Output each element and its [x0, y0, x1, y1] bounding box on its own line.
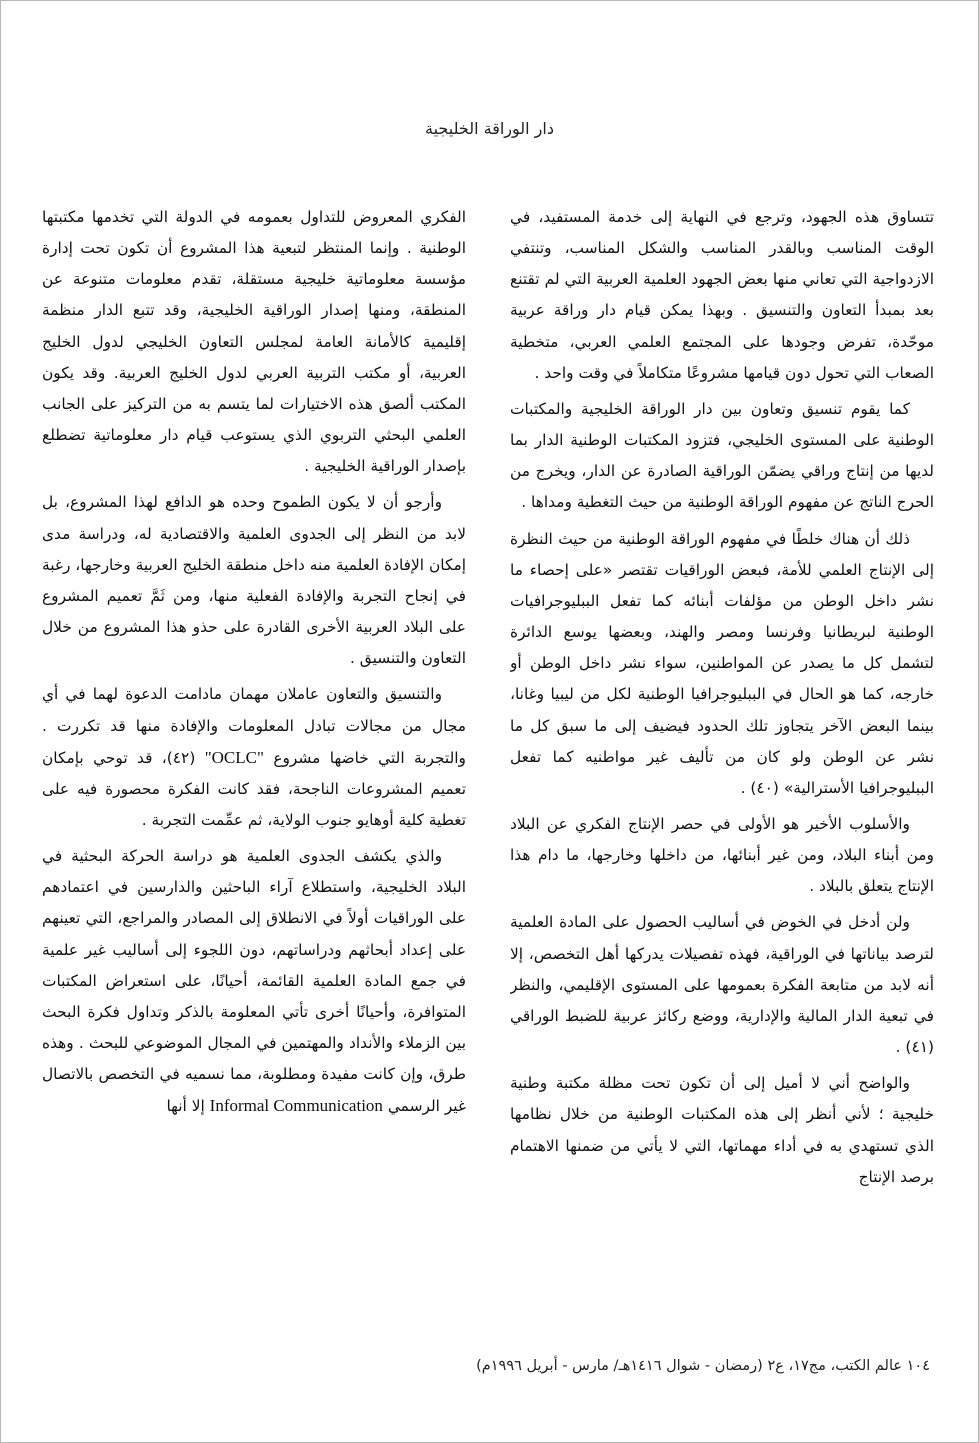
paragraph: والأسلوب الأخير هو الأولى في حصر الإنتاج الفكري عن البلاد ومن أبناء البلاد، ومن غير أبنائها، من داخلها وخارجها، ما دام هذا الإنتاج يتعلق بالبلاد . — [510, 814, 934, 896]
oclc-term: "OCLC" — [204, 747, 264, 767]
footer-citation: ١٠٤ عالم الكتب، مج١٧، ع٢ (رمضان - شوال ١٤١٦هـ/ مارس - أبريل ١٩٩٦م) — [476, 1358, 930, 1374]
paragraph-text: (٤٢)، قد توحي بإمكان تعميم المشروعات الناجحة، فقد كانت الفكرة محصورة فيه على تغطية كلية أوهايو جنوب الولاية، ثم عمِّمت التجربة . — [42, 748, 466, 829]
paragraph: وأرجو أن لا يكون الطموح وحده هو الدافع لهذا المشروع، بل لابد من النظر إلى الجدوى العلمية والاقتصادية له، ودراسة مدى إمكان الإفادة العلمية منه داخل منطقة الخليج العربية وخارجها، رغبة في إنجاح التجربة والإفادة الفعلية منها، ومن ثَمَّ تعميم المشروع على البلاد العربية الأخرى القادرة على حذو هذا المشروع من خلال التعاون والتنسيق . — [42, 493, 466, 668]
informal-communication-term: Informal Communication — [209, 1096, 383, 1116]
paragraph: كما يقوم تنسيق وتعاون بين دار الوراقة الخليجية والمكتبات الوطنية على المستوى الخليجي، فتزود المكتبات الوطنية الدار بما لديها من إنتاج وراقي يضمّن الوراقية الصادرة عن الدار، ويخرج من الحرج الناتج عن مفهوم الوراقة الوطنية من حيث التغطية ومداها . — [510, 399, 934, 512]
paragraph: الفكري المعروض للتداول بعمومه في الدولة التي تخدمها مكتبتها الوطنية . وإنما المنتظر لتبعية هذا المشروع أن تكون تحت إدارة مؤسسة معلوماتية خليجية مستقلة، تقدم معلومات متنوعة عن المنطقة، ومنها إصدار الوراقية الخليجية، وقد تتبع الدار منظمة إقليمية كالأمانة العامة لمجلس التعاون الخليجي لدول الخليج العربية، أو مكتب التربية العربي لدول الخليج العربية. وقد يكون المكتب ألصق هذه الاختيارات لما يتسم به من التركيز على الجانب العلمي البحثي التربوي الذي يستوعب قيام دار معلوماتية تضطلع بإصدار الوراقية الخليجية . — [42, 208, 466, 476]
right-column — [510, 202, 934, 1292]
paragraph — [42, 679, 466, 836]
paragraph: تتساوق هذه الجهود، وترجع في النهاية إلى خدمة المستفيد، في الوقت المناسب وبالقدر المناسب والشكل المناسب، وتنتفي الازدواجية التي تعاني منها بعض الجهود العلمية العربية التي لم تقتنع بعد بمبدأ التعاون والتنسيق . وبهذا يمكن قيام دار وراقة عربية موحّدة، تفرض وجودها على المجتمع العلمي العربي، متخطية الصعاب التي تحول دون قيامها مشروعًا متكاملاً في وقت واحد . — [510, 208, 934, 382]
left-column — [42, 202, 466, 1292]
paragraph: ولن أدخل في الخوض في أساليب الحصول على المادة العلمية لترصد بياناتها في الوراقية، فهذه تفصيلات يدركها أهل التخصص، إلا أنه لابد من متابعة الفكرة بعمومها على المستوى الإقليمي، والنظر في تبعية الدار المالية والإدارية، ووضع ركائز عربية للضبط الوراقي (٤١) . — [510, 913, 934, 1057]
running-header: دار الوراقة الخليجية — [425, 119, 554, 138]
paragraph: ذلك أن هناك خلطًا في مفهوم الوراقة الوطنية من حيث النظرة إلى الإنتاج العلمي للأمة، فبعض الوراقيات تقتصر «على إحصاء ما نشر داخل الوطن من مؤلفات أبنائه كما تفعل الببليوجرافيات الوطنية لبريطانيا وفرنسا ومصر والهند، وبعضها يوسع الدائرة لتشمل كل ما يصدر عن المواطنين، سواء نشر داخل الوطن أو خارجه، كما هو الحال في الببليوجرافيا الوطنية لكل من ليبيا وغانا، بينما البعض الآخر يتجاوز تلك الحدود فيضيف إلى ما سبق كل ما نشر عن الوطن ولو كان من تأليف غير مواطنيه كما تفعل الببليوجرافيا الأسترالية» (٤٠) . — [510, 529, 934, 797]
paragraph: والواضح أني لا أميل إلى أن تكون تحت مظلة مكتبة وطنية خليجية ؛ لأني أنظر إلى هذه المكتبات الوطنية من خلال نظامها الذي تستهدي به في أداء مهماتها، التي لا يأتي من ضمنها الاهتمام برصد الإنتاج — [510, 1074, 934, 1186]
paragraph-text: إلا أنها — [166, 1097, 205, 1116]
paragraph-text: والذي يكشف الجدوى العلمية هو دراسة الحركة البحثية في البلاد الخليجية، واستطلاع آراء الباحثين والدارسين في اعتمادهم على الوراقيات أولاً في الانطلاق إلى المصادر والمراجع، التي تعينهم على إعداد أبحاثهم ودراساتهم، دون اللجوء إلى أساليب غير علمية في جمع المادة العلمية القائمة، أحيانًا، على استعراض المكتبات المتوافرة، وأحيانًا أخرى تأتي المعلومة بالذكر وتداول فكرة البحث بين الزملاء والأنداد والمهتمين في المجال الموضوعي للبحث . وهذه طرق، وإن كانت مفيدة ومطلوبة، مما نسميه في التخصص بالاتصال غير الرسمي — [42, 847, 466, 1116]
paragraph-text: والتنسيق والتعاون عاملان مهمان مادامت الدعوة لهما في أي مجال من مجالات تبادل المعلومات والإفادة منها قد تكررت . والتجربة التي خاضها مشروع — [42, 685, 466, 767]
paragraph — [42, 841, 466, 1122]
